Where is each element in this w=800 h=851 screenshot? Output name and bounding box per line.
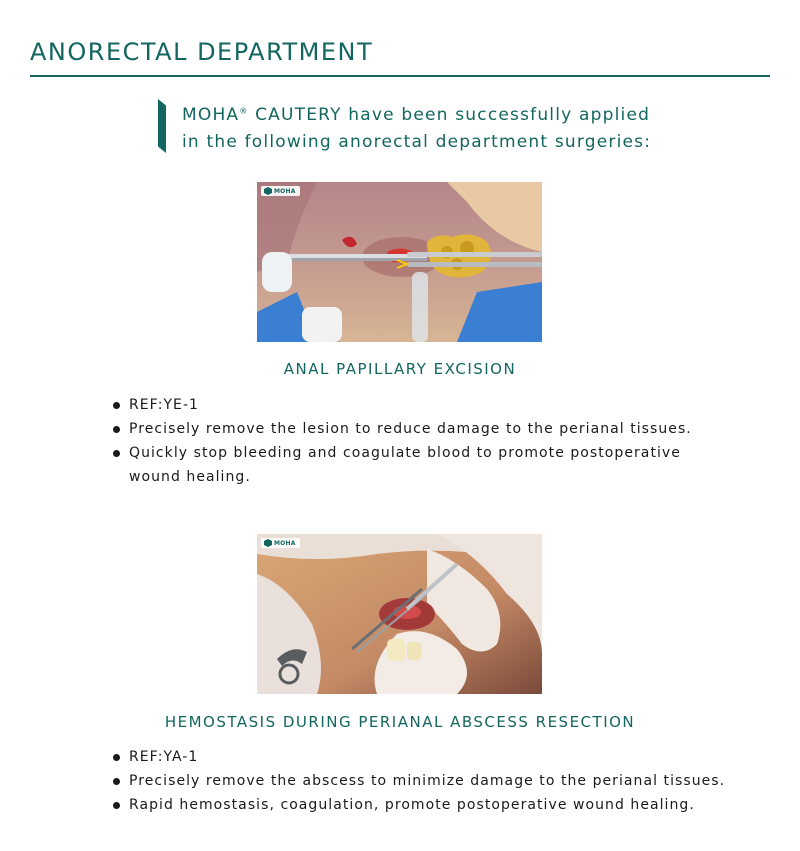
list-item: REF:YA-1 xyxy=(113,745,753,769)
moha-logo xyxy=(261,186,300,196)
moha-logo-icon xyxy=(264,187,272,195)
moha-logo-text: MOHA xyxy=(274,187,296,195)
moha-logo-icon xyxy=(264,539,272,547)
surgery-photo-papillary-excision xyxy=(257,182,542,342)
procedure-1-bullet-list xyxy=(113,393,713,489)
intro-line2: in the following anorectal department surgeries: xyxy=(182,132,652,152)
page-title: ANORECTAL DEPARTMENT xyxy=(30,38,374,66)
title-divider xyxy=(30,75,770,77)
intro-line1: CAUTERY have been successfully applied xyxy=(248,105,651,125)
trademark-symbol: ® xyxy=(239,106,249,116)
list-item: Quickly stop bleeding and coagulate blood to promote postoperative wound healing. xyxy=(113,441,713,489)
intro-brand: MOHA xyxy=(182,105,240,125)
list-item: Precisely remove the lesion to reduce damage to the perianal tissues. xyxy=(113,417,713,441)
procedure-caption-1: ANAL PAPILLARY EXCISION xyxy=(283,360,517,378)
surgery-photo-2-illustration xyxy=(257,534,542,694)
intro-text xyxy=(182,102,651,156)
surgery-photo-1-illustration xyxy=(257,182,542,342)
list-item: Precisely remove the abscess to minimize damage to the perianal tissues. xyxy=(113,769,753,793)
surgery-photo-abscess-resection xyxy=(257,534,542,694)
moha-logo-text: MOHA xyxy=(274,539,296,547)
intro-accent-bar xyxy=(158,99,166,153)
list-item: Rapid hemostasis, coagulation, promote postoperative wound healing. xyxy=(113,793,753,817)
list-item: REF:YE-1 xyxy=(113,393,713,417)
procedure-caption-2: HEMOSTASIS DURING PERIANAL ABSCESS RESECTION xyxy=(164,713,636,731)
moha-logo xyxy=(261,538,300,548)
procedure-2-bullet-list xyxy=(113,745,753,817)
